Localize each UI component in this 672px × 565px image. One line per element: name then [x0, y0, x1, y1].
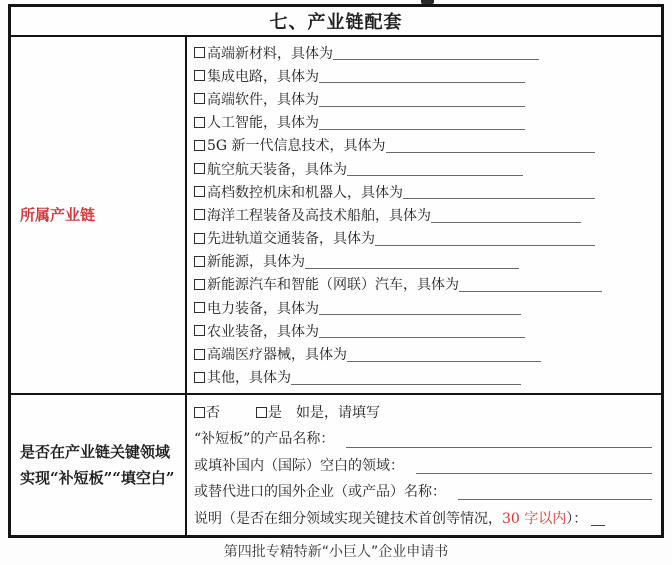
fill-in-line-short[interactable] — [591, 525, 605, 526]
industry-option-row — [194, 296, 657, 319]
fill-in-line[interactable] — [333, 59, 539, 60]
fill-in-line[interactable] — [347, 361, 541, 362]
checkbox-icon[interactable] — [194, 47, 205, 58]
checkbox-icon[interactable] — [194, 325, 205, 336]
product-name-label: “补短板”的产品名称： — [194, 431, 335, 448]
yes-no-row — [194, 399, 657, 425]
industry-option-label: 高端软件，具体为 — [207, 91, 319, 108]
if-yes-hint: 如是，请填写 — [296, 405, 380, 421]
industry-option-row — [194, 157, 657, 180]
section-title: 七、产业链配套 — [11, 7, 661, 37]
checkbox-icon[interactable] — [194, 349, 205, 360]
checkbox-icon-no[interactable] — [194, 407, 205, 418]
industry-option-row — [194, 64, 657, 87]
industry-option-label: 新能源汽车和智能（网联）汽车，具体为 — [207, 277, 459, 294]
shortboard-row — [11, 395, 661, 535]
industry-option-label: 高端新材料，具体为 — [207, 45, 333, 62]
industry-option-row — [194, 227, 657, 250]
industry-chain-row — [11, 37, 661, 395]
checkbox-icon[interactable] — [194, 140, 205, 151]
fill-in-line[interactable] — [319, 82, 525, 83]
note-suffix: ）： — [566, 510, 588, 527]
industry-option-label: 5G 新一代信息技术，具体为 — [207, 138, 386, 155]
industry-option-label: 农业装备，具体为 — [207, 323, 319, 340]
import-replace-row — [194, 478, 657, 504]
checkbox-icon-yes[interactable] — [256, 407, 267, 418]
industry-option-row — [194, 273, 657, 296]
industry-option-label: 高档数控机床和机器人，具体为 — [207, 184, 403, 201]
industry-option-label: 海洋工程装备及高技术船舶，具体为 — [207, 207, 431, 224]
checkbox-icon[interactable] — [194, 233, 205, 244]
fill-in-line[interactable] — [319, 314, 521, 315]
industry-option-row — [194, 203, 657, 226]
checkbox-icon[interactable] — [194, 279, 205, 290]
fill-in-line[interactable] — [319, 337, 525, 338]
fill-in-line[interactable] — [386, 152, 595, 153]
industry-option-label: 集成电路，具体为 — [207, 68, 319, 85]
note-prefix: 说明（是否在细分领域实现关键技术首创等情况， — [194, 510, 502, 527]
fill-in-line[interactable] — [305, 268, 519, 269]
fill-in-line[interactable] — [319, 106, 525, 107]
note-limit-red-text: 30 字以内 — [502, 510, 567, 527]
fill-in-line[interactable] — [291, 384, 521, 385]
industry-option-label: 其他，具体为 — [207, 370, 291, 387]
fill-in-line[interactable] — [319, 129, 525, 130]
checkbox-icon[interactable] — [194, 256, 205, 267]
industry-option-row — [194, 87, 657, 110]
checkbox-icon[interactable] — [194, 209, 205, 220]
industry-option-label: 新能源，具体为 — [207, 254, 305, 271]
industry-option-row — [194, 180, 657, 203]
industry-option-row — [194, 41, 657, 64]
checkbox-icon[interactable] — [194, 163, 205, 174]
yes-label: 是 — [268, 405, 282, 421]
industry-option-row — [194, 342, 657, 365]
industry-option-label: 高端医疗器械，具体为 — [207, 347, 347, 364]
no-label: 否 — [206, 405, 220, 421]
checkbox-icon[interactable] — [194, 186, 205, 197]
industry-chain-form-table — [8, 4, 664, 538]
fill-in-line[interactable] — [375, 245, 595, 246]
fill-in-line[interactable] — [403, 198, 595, 199]
industry-option-row — [194, 134, 657, 157]
industry-option-label: 航空航天装备，具体为 — [207, 161, 347, 178]
note-row — [194, 504, 657, 530]
industry-options-cell — [187, 37, 661, 393]
shortboard-cell — [187, 395, 661, 535]
industry-option-row — [194, 319, 657, 342]
domestic-gap-label: 或填补国内（国际）空白的领域： — [194, 457, 404, 474]
checkbox-icon[interactable] — [194, 117, 205, 128]
fill-in-line[interactable] — [346, 447, 652, 448]
checkbox-icon[interactable] — [194, 70, 205, 81]
industry-option-row — [194, 111, 657, 134]
industry-option-label: 先进轨道交通装备，具体为 — [207, 231, 375, 248]
shortboard-row-label: 是否在产业链关键领域实现“补短板”“填空白” — [11, 395, 187, 535]
industry-option-label: 人工智能，具体为 — [207, 115, 319, 132]
fill-in-line[interactable] — [416, 473, 652, 474]
checkbox-icon[interactable] — [194, 93, 205, 104]
fill-in-line[interactable] — [347, 175, 523, 176]
import-replace-label: 或替代进口的国外企业（或产品）名称： — [194, 484, 446, 501]
page-caption: 第四批专精特新“小巨人”企业申请书 — [223, 544, 449, 560]
industry-option-label: 电力装备，具体为 — [207, 300, 319, 317]
industry-chain-row-label: 所属产业链 — [11, 37, 187, 393]
checkbox-icon[interactable] — [194, 372, 205, 383]
product-name-row — [194, 425, 657, 451]
domestic-gap-row — [194, 452, 657, 478]
industry-option-row — [194, 250, 657, 273]
fill-in-line[interactable] — [458, 499, 652, 500]
fill-in-line[interactable] — [431, 222, 581, 223]
fill-in-line[interactable] — [459, 291, 602, 292]
industry-option-row — [194, 366, 657, 389]
checkbox-icon[interactable] — [194, 302, 205, 313]
